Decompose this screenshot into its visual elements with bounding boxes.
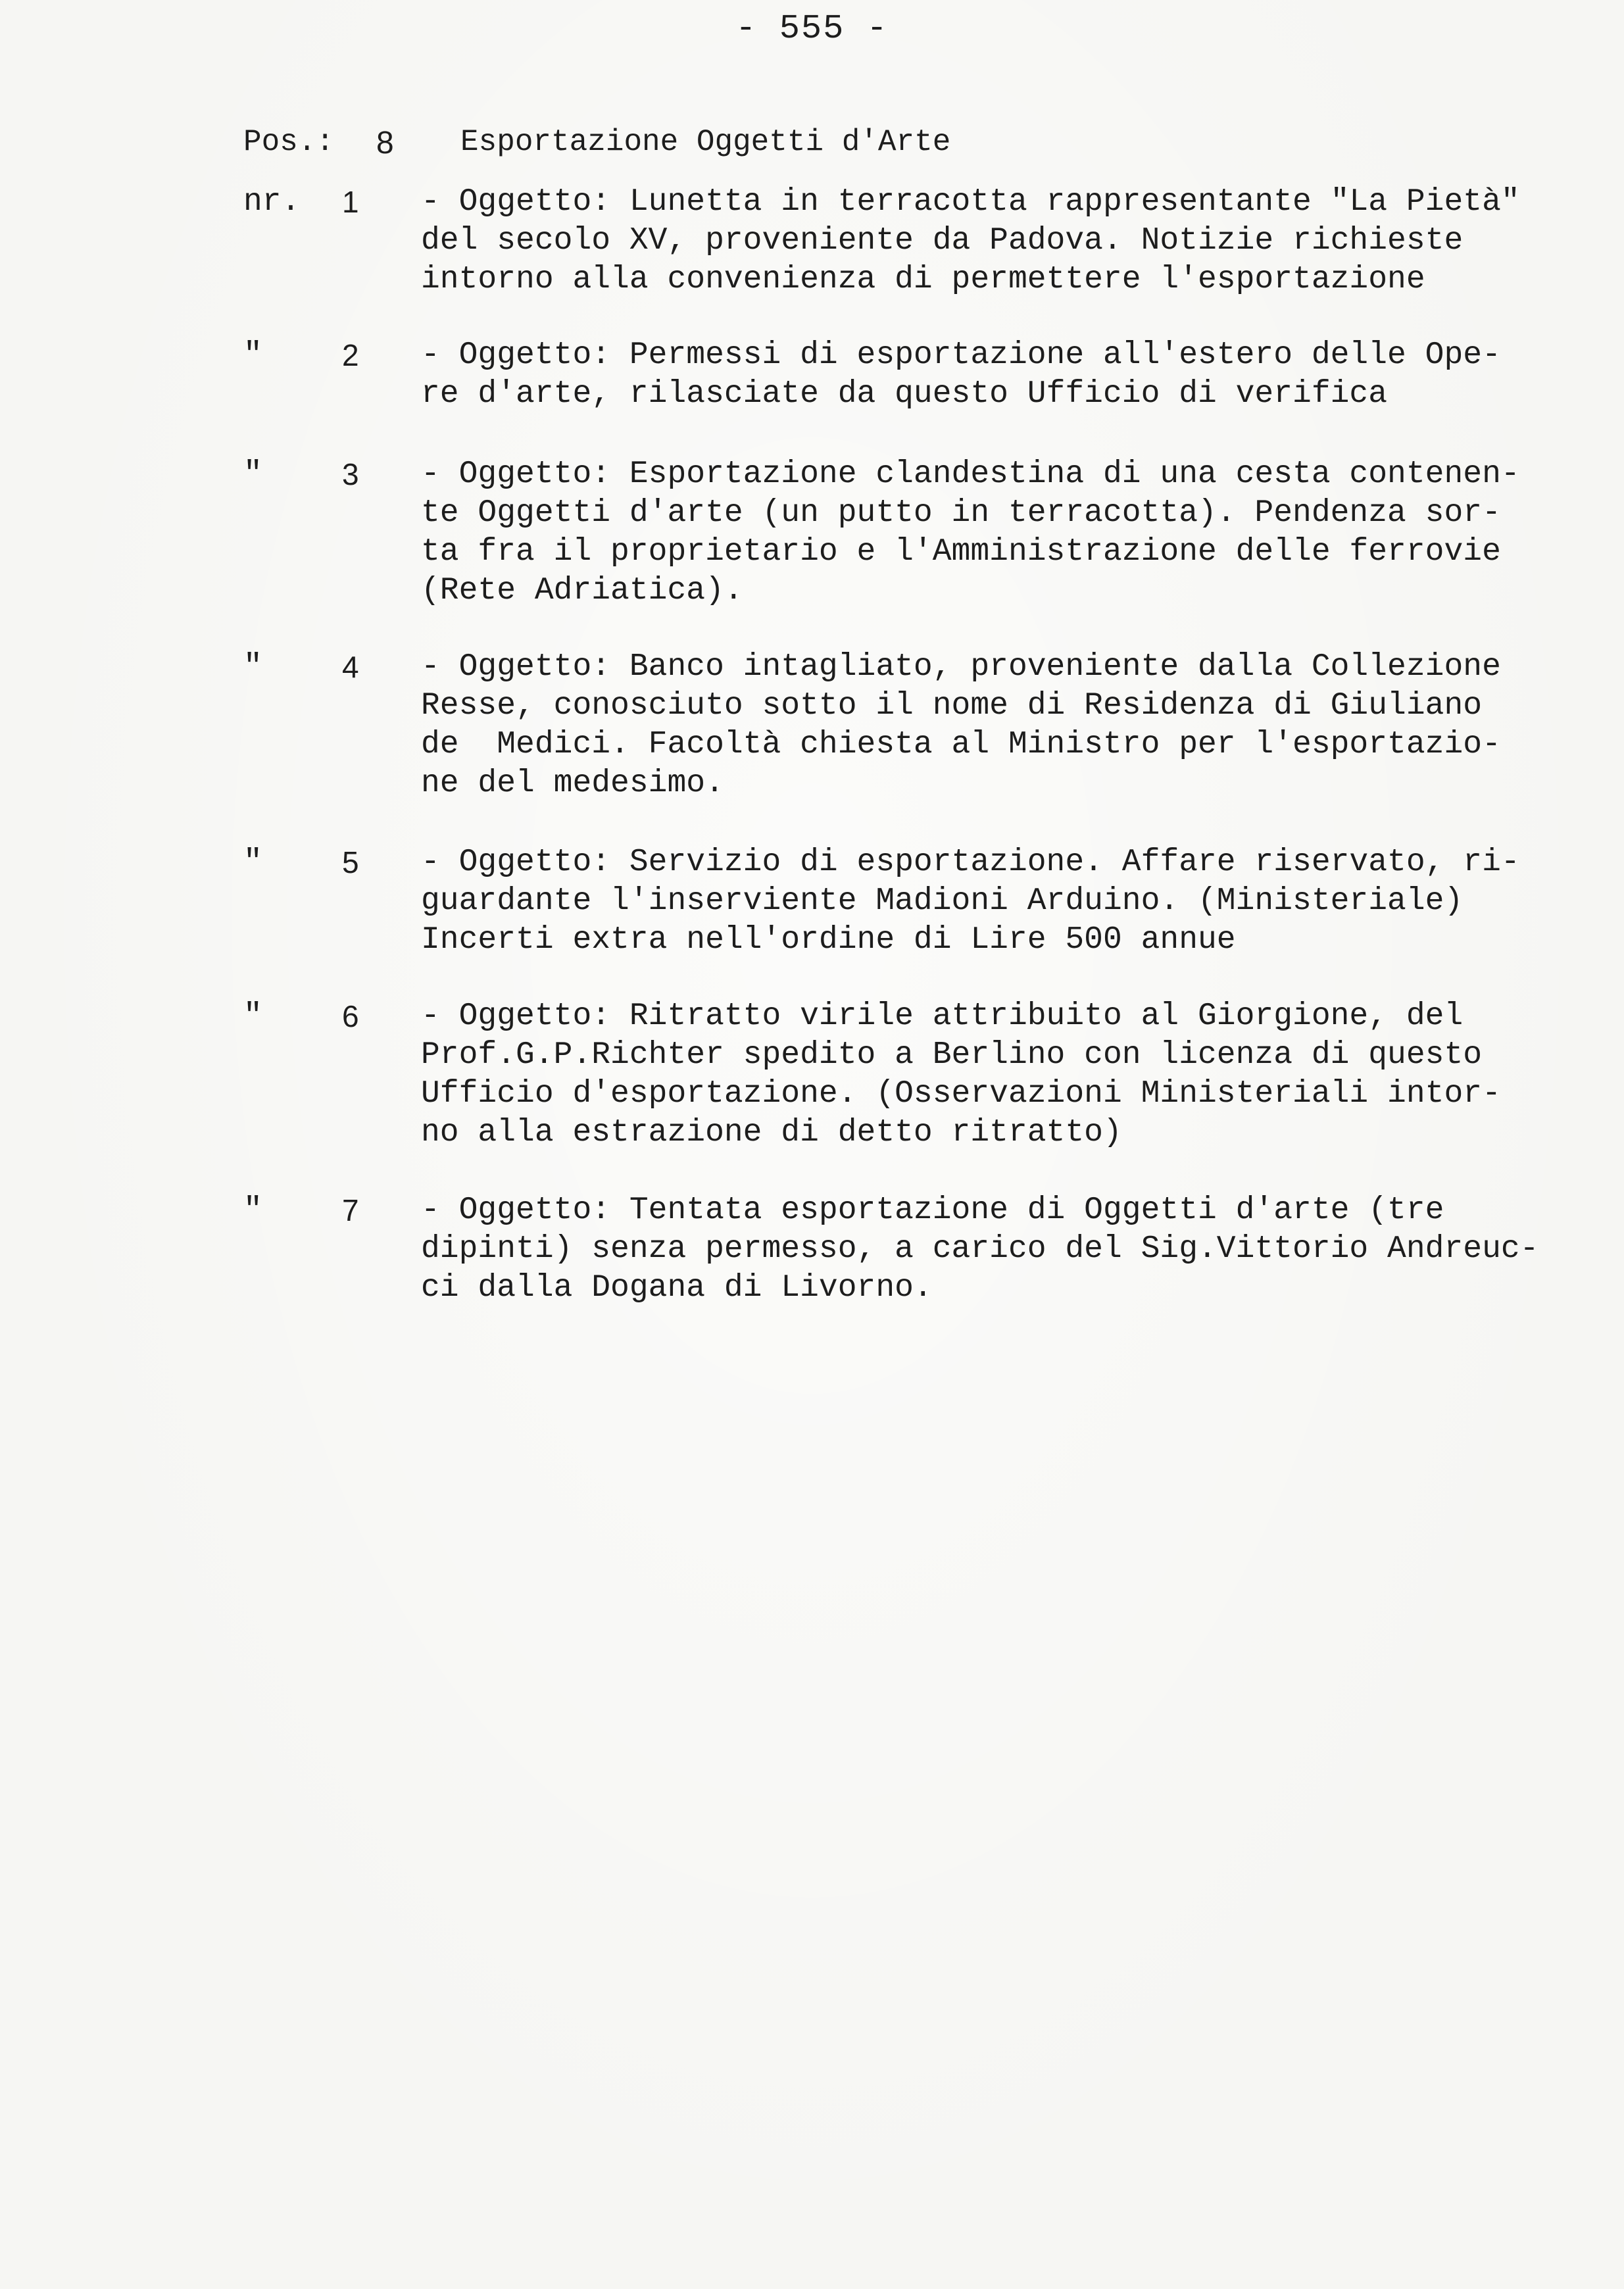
- entry-line: ta fra il proprietario e l'Amministrazione delle ferrovie: [421, 534, 1501, 570]
- entry-text: [421, 183, 1624, 299]
- entry-line: no alla estrazione di detto ritratto): [421, 1115, 1122, 1150]
- position-title: Esportazione Oggetti d'Arte: [460, 125, 951, 159]
- ditto-mark: ": [243, 337, 262, 373]
- entry-line: - Oggetto: Tentata esportazione di Oggetti d'arte (tre: [421, 1193, 1444, 1228]
- entry-line: (Rete Adriatica).: [421, 573, 743, 608]
- entry-number: 7: [342, 1193, 359, 1227]
- entry-text: [421, 648, 1624, 803]
- entry-line: Ufficio d'esportazione. (Osservazioni Ministeriali intor-: [421, 1076, 1501, 1112]
- position-label: Pos.:: [243, 125, 335, 159]
- entry-line: - Oggetto: Permessi di esportazione all'estero delle Ope-: [421, 337, 1501, 373]
- entry-line: - Oggetto: Banco intagliato, proveniente dalla Collezione: [421, 649, 1501, 685]
- ditto-mark: ": [243, 1193, 262, 1228]
- ditto-mark: ": [243, 649, 262, 685]
- entry-line: Resse, conosciuto sotto il nome di Residenza di Giuliano: [421, 688, 1483, 724]
- entry-line: - Oggetto: Servizio di esportazione. Affare riservato, ri-: [421, 845, 1520, 880]
- entry-text: [421, 1191, 1624, 1308]
- entry-line: re d'arte, rilasciate da questo Ufficio di verifica: [421, 376, 1388, 412]
- entry-line: dipinti) senza permesso, a carico del Sig.Vittorio Andreuc-: [421, 1231, 1539, 1267]
- position-number: 8: [376, 126, 394, 160]
- entry-line: ne del medesimo.: [421, 766, 724, 801]
- entry-number: 4: [342, 650, 359, 684]
- entry-number: 3: [342, 457, 359, 491]
- entry-number: 6: [342, 999, 359, 1033]
- entry-text: [421, 336, 1624, 414]
- entry-line: - Oggetto: Lunetta in terracotta rappresentante "La Pietà": [421, 184, 1520, 220]
- entry-number: 5: [342, 845, 359, 879]
- entry-line: de Medici. Facoltà chiesta al Ministro per l'esportazio-: [421, 727, 1501, 762]
- entry-line: Incerti extra nell'ordine di Lire 500 annue: [421, 922, 1236, 958]
- entry-line: guardante l'inserviente Madioni Arduino. (Ministeriale): [421, 883, 1464, 919]
- entry-number: 1: [342, 185, 359, 219]
- entry-line: ci dalla Dogana di Livorno.: [421, 1270, 933, 1306]
- entry-line: - Oggetto: Ritratto virile attribuito al Giorgione, del: [421, 998, 1464, 1034]
- page-number: - 555 -: [735, 9, 889, 48]
- ditto-mark: ": [243, 456, 262, 492]
- entry-text: [421, 843, 1624, 960]
- entry-text: [421, 997, 1624, 1152]
- entry-line: - Oggetto: Esportazione clandestina di una cesta contenen-: [421, 456, 1520, 492]
- ditto-mark: ": [243, 845, 262, 880]
- entry-text: [421, 455, 1624, 610]
- entry-number: 2: [342, 338, 359, 372]
- entry-prefix: nr.: [243, 184, 301, 220]
- entry-line: intorno alla convenienza di permettere l'esportazione: [421, 262, 1425, 297]
- entry-line: del secolo XV, proveniente da Padova. Notizie richieste: [421, 223, 1464, 258]
- entry-line: te Oggetti d'arte (un putto in terracotta). Pendenza sor-: [421, 495, 1501, 531]
- ditto-mark: ": [243, 998, 262, 1034]
- entry-line: Prof.G.P.Richter spedito a Berlino con licenza di questo: [421, 1037, 1483, 1073]
